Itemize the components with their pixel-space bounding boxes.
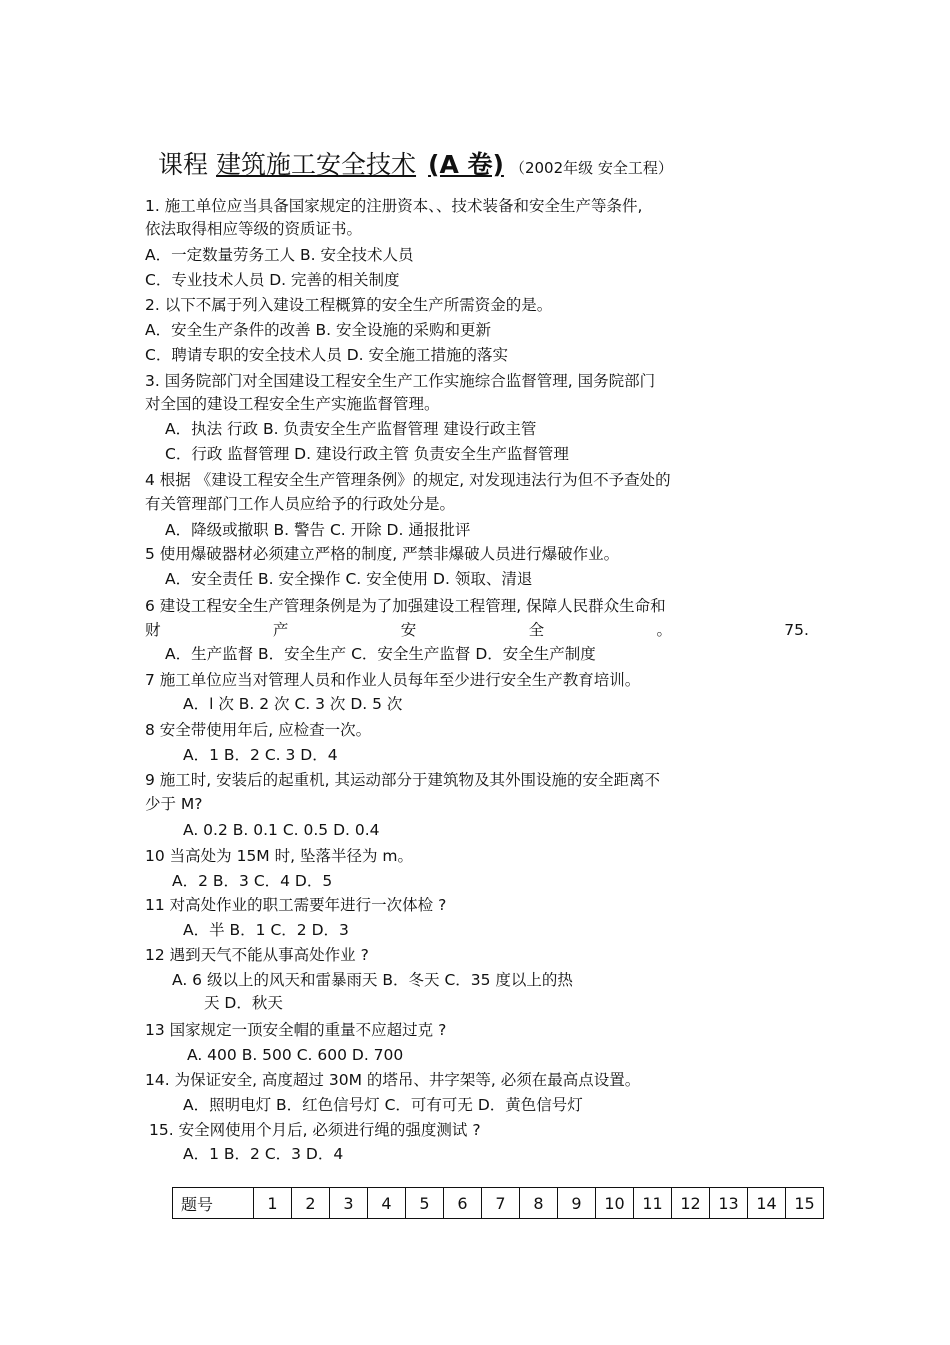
question-14-text: 14. 为保证安全, 高度超过 30M 的塔吊、井字架等, 必须在最高点设置。 [145, 1071, 641, 1089]
question-12-text: 12 遇到天气不能从事高处作业 ? [145, 946, 369, 964]
title-label: 课程 [158, 150, 209, 179]
question-5-text: 5 使用爆破器材必须建立严格的制度, 严禁非爆破人员进行爆破作业。 [145, 545, 620, 563]
question-number-cell: 10 [596, 1188, 634, 1219]
question-15-options: A．1 B．2 C．3 D．4 [183, 1145, 344, 1163]
question-11-text: 11 对高处作业的职工需要年进行一次体检 ? [145, 896, 447, 914]
question-number-cell: 9 [558, 1188, 596, 1219]
question-number-cell: 4 [368, 1188, 406, 1219]
question-3-line-2: 对全国的建设工程安全生产实施监督管理。 [145, 395, 440, 413]
question-1-line-2: 依法取得相应等级的资质证书。 [145, 220, 363, 238]
question-number-cell: 11 [634, 1188, 672, 1219]
question-6-line-2 [145, 620, 809, 640]
course-name: 建筑施工安全技术 [216, 150, 417, 179]
question-15-text: 15. 安全网使用个月后, 必须进行绳的强度测试 ? [149, 1121, 481, 1139]
question-1-options-1: A．一定数量劳务工人 B. 安全技术人员 [145, 246, 414, 264]
question-13-options: A. 400 B. 500 C. 600 D. 700 [187, 1046, 404, 1064]
question-14-options: A．照明电灯 B．红色信号灯 C．可有可无 D．黄色信号灯 [183, 1096, 583, 1114]
question-number-cell: 2 [292, 1188, 330, 1219]
question-7-options: A．l 次 B. 2 次 C. 3 次 D. 5 次 [183, 695, 403, 713]
question-12-options-1: A. 6 级以上的风天和雷暴雨天 B．冬天 C．35 度以上的热 [172, 971, 573, 989]
question-1-options-2: C．专业技术人员 D. 完善的相关制度 [145, 271, 400, 289]
question-number-cell: 15 [786, 1188, 824, 1219]
question-number-cell: 8 [520, 1188, 558, 1219]
question-3-line-1: 3. 国务院部门对全国建设工程安全生产工作实施综合监督管理, 国务院部门 [145, 372, 656, 390]
question-8-text: 8 安全带使用年后, 应检查一次。 [145, 721, 372, 739]
question-7-text: 7 施工单位应当对管理人员和作业人员每年至少进行安全生产教育培训。 [145, 671, 641, 689]
question-6-word: 全 [528, 621, 545, 639]
question-10-text: 10 当高处为 15M 时, 坠落半径为 m。 [145, 847, 413, 865]
answer-table [172, 1187, 824, 1219]
question-number-cell: 5 [406, 1188, 444, 1219]
question-number-cell: 7 [482, 1188, 520, 1219]
exam-title [158, 145, 673, 181]
question-11-options: A．半 B．1 C．2 D．3 [183, 921, 349, 939]
question-6-word: 财 [145, 621, 161, 639]
question-9-options: A. 0.2 B. 0.1 C. 0.5 D. 0.4 [183, 821, 380, 839]
question-6-line-1: 6 建设工程安全生产管理条例是为了加强建设工程管理, 保障人民群众生命和 [145, 597, 666, 615]
question-5-options: A．安全责任 B. 安全操作 C. 安全使用 D. 领取、清退 [165, 570, 533, 588]
question-8-options: A．1 B．2 C. 3 D．4 [183, 746, 338, 764]
question-13-text: 13 国家规定一顶安全帽的重量不应超过克 ? [145, 1021, 447, 1039]
answer-table-header: 题号 [173, 1188, 254, 1219]
question-2-text: 2. 以下不属于列入建设工程概算的安全生产所需资金的是。 [145, 296, 553, 314]
question-6-options: A．生产监督 B．安全生产 C．安全生产监督 D．安全生产制度 [165, 645, 596, 663]
question-number-cell: 12 [672, 1188, 710, 1219]
paper-version: (A 卷) [428, 150, 504, 179]
question-2-options-2: C．聘请专职的安全技术人员 D. 安全施工措施的落实 [145, 346, 509, 364]
answer-table-row [173, 1188, 824, 1219]
question-1-line-1: 1. 施工单位应当具备国家规定的注册资本、、技术装备和安全生产等条件, [145, 197, 643, 215]
question-3-options-1: A．执法 行政 B. 负责安全生产监督管理 建设行政主管 [165, 420, 537, 438]
question-2-options-1: A．安全生产条件的改善 B. 安全设施的采购和更新 [145, 321, 492, 339]
question-9-line-2: 少于 M? [145, 795, 203, 813]
question-10-options: A．2 B．3 C．4 D．5 [172, 872, 333, 890]
question-number-cell: 3 [330, 1188, 368, 1219]
question-4-options: A．降级或撤职 B. 警告 C. 开除 D. 通报批评 [165, 521, 471, 539]
question-6-word: 产 [272, 621, 289, 639]
grade-major: （2002年级 安全工程） [509, 159, 673, 177]
question-12-options-2: 天 D．秋天 [204, 994, 283, 1012]
question-9-line-1: 9 施工时, 安装后的起重机, 其运动部分于建筑物及其外围设施的安全距离不 [145, 771, 660, 789]
question-6-word: 。 [656, 621, 672, 639]
question-4-line-2: 有关管理部门工作人员应给予的行政处分是。 [145, 495, 456, 513]
question-4-line-1: 4 根据 《建设工程安全生产管理条例》的规定, 对发现违法行为但不予查处的 [145, 471, 671, 489]
question-number-cell: 14 [748, 1188, 786, 1219]
question-number-cell: 6 [444, 1188, 482, 1219]
question-6-word: 安 [400, 621, 417, 639]
question-number-cell: 1 [254, 1188, 292, 1219]
question-number-cell: 13 [710, 1188, 748, 1219]
question-3-options-2: C．行政 监督管理 D. 建设行政主管 负责安全生产监督管理 [165, 445, 569, 463]
question-6-word: 75. [784, 621, 809, 639]
